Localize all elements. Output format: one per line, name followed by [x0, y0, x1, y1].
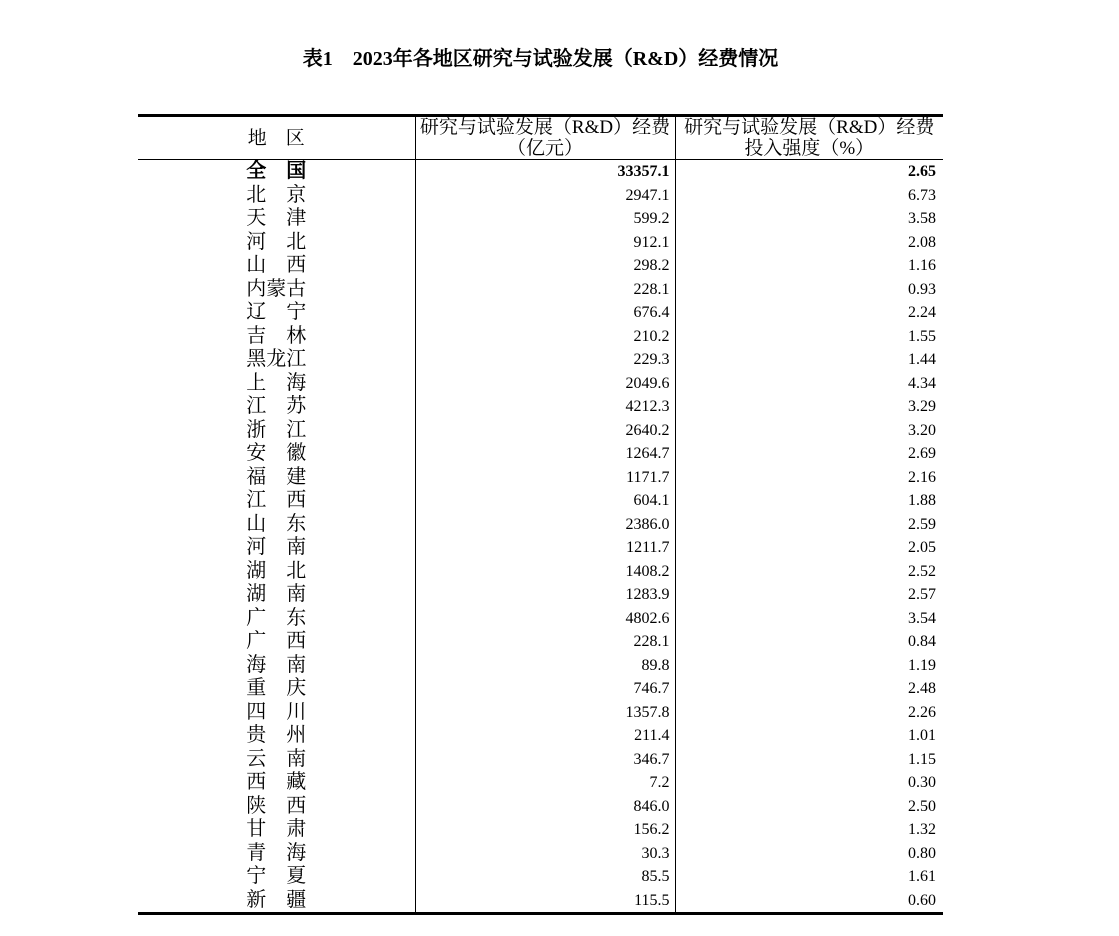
rd-expenditure-table — [138, 114, 943, 915]
table-row — [138, 842, 943, 866]
region-name: 新 疆 — [138, 889, 415, 914]
rd-expenditure-value: 912.1 — [415, 231, 675, 255]
rd-intensity-value: 6.73 — [908, 186, 936, 204]
table-row — [138, 160, 943, 184]
table-row — [138, 889, 943, 914]
rd-expenditure-value: 228.1 — [415, 630, 675, 654]
rd-expenditure-value: 33357.1 — [415, 160, 675, 184]
rd-expenditure-value: 115.5 — [415, 889, 675, 914]
rd-intensity-value: 0.60 — [908, 891, 936, 909]
table-row — [138, 818, 943, 842]
region-name: 广 西 — [138, 630, 415, 654]
rd-expenditure-value: 2947.1 — [415, 184, 675, 208]
table-row — [138, 795, 943, 819]
rd-expenditure-value: 211.4 — [415, 724, 675, 748]
rd-expenditure-value: 2386.0 — [415, 513, 675, 537]
rd-intensity-value: 2.08 — [908, 233, 936, 251]
header-row — [138, 116, 943, 160]
region-name: 河 北 — [138, 231, 415, 255]
rd-expenditure-value: 846.0 — [415, 795, 675, 819]
rd-expenditure-value: 746.7 — [415, 677, 675, 701]
rd-intensity-value: 3.54 — [908, 609, 936, 627]
rd-intensity-value: 1.19 — [908, 656, 936, 674]
region-name: 江 苏 — [138, 395, 415, 419]
column-header-intensity — [675, 116, 943, 160]
region-name: 上 海 — [138, 372, 415, 396]
table-row — [138, 254, 943, 278]
rd-intensity-value: 2.48 — [908, 680, 936, 697]
table-row — [138, 536, 943, 560]
region-name: 黑龙江 — [138, 348, 415, 372]
rd-expenditure-value: 604.1 — [415, 489, 675, 513]
rd-intensity-value: 1.01 — [908, 727, 936, 744]
region-name: 甘 肃 — [138, 818, 415, 842]
rd-intensity-value: 2.50 — [908, 797, 936, 815]
column-header-expenditure-line1: 研究与试验发展（R&D）经费 — [419, 117, 671, 138]
rd-intensity-value: 3.58 — [908, 210, 936, 227]
table-row — [138, 301, 943, 325]
table-row — [138, 442, 943, 466]
table-row — [138, 630, 943, 654]
table-row — [138, 654, 943, 678]
table-row — [138, 207, 943, 231]
region-name: 辽 宁 — [138, 301, 415, 325]
region-name: 湖 北 — [138, 560, 415, 584]
rd-expenditure-value: 599.2 — [415, 207, 675, 231]
table-row — [138, 513, 943, 537]
region-name: 云 南 — [138, 748, 415, 772]
rd-intensity-value: 3.20 — [908, 421, 936, 439]
rd-expenditure-value: 156.2 — [415, 818, 675, 842]
rd-expenditure-value: 229.3 — [415, 348, 675, 372]
rd-intensity-value: 2.69 — [908, 445, 936, 462]
table-row — [138, 583, 943, 607]
column-header-intensity-line1: 研究与试验发展（R&D）经费 — [684, 117, 935, 138]
rd-intensity-value: 1.44 — [908, 351, 936, 368]
table-row — [138, 348, 943, 372]
rd-intensity-value: 1.88 — [908, 492, 936, 509]
region-name: 北 京 — [138, 184, 415, 208]
table-row — [138, 701, 943, 725]
rd-expenditure-value: 228.1 — [415, 278, 675, 302]
rd-intensity-value: 2.05 — [908, 539, 936, 556]
region-name: 河 南 — [138, 536, 415, 560]
column-header-expenditure — [415, 116, 675, 160]
rd-intensity-value: 1.15 — [908, 750, 936, 768]
rd-intensity-value: 1.16 — [908, 257, 936, 274]
rd-intensity-value: 0.93 — [908, 280, 936, 298]
rd-expenditure-value: 4802.6 — [415, 607, 675, 631]
region-name: 吉 林 — [138, 325, 415, 349]
rd-expenditure-value: 210.2 — [415, 325, 675, 349]
region-name: 海 南 — [138, 654, 415, 678]
rd-intensity-value: 4.34 — [908, 374, 936, 392]
rd-expenditure-value: 1283.9 — [415, 583, 675, 607]
rd-intensity-value: 2.16 — [908, 468, 936, 486]
column-header-expenditure-line2: （亿元） — [506, 138, 583, 159]
region-name: 贵 州 — [138, 724, 415, 748]
column-header-region: 地 区 — [138, 116, 415, 160]
table-row — [138, 489, 943, 513]
rd-intensity-value: 1.61 — [908, 868, 936, 885]
region-name: 天 津 — [138, 207, 415, 231]
rd-expenditure-value: 2640.2 — [415, 419, 675, 443]
region-name: 重 庆 — [138, 677, 415, 701]
rd-expenditure-value: 1408.2 — [415, 560, 675, 584]
rd-intensity-value: 0.80 — [908, 844, 936, 862]
rd-expenditure-value: 7.2 — [415, 771, 675, 795]
table-row — [138, 677, 943, 701]
table-body — [138, 160, 943, 914]
rd-intensity-value: 2.59 — [908, 515, 936, 533]
table-row — [138, 560, 943, 584]
region-name: 安 徽 — [138, 442, 415, 466]
region-name: 江 西 — [138, 489, 415, 513]
table-row — [138, 724, 943, 748]
region-name: 内蒙古 — [138, 278, 415, 302]
table-row — [138, 325, 943, 349]
region-name: 青 海 — [138, 842, 415, 866]
rd-expenditure-value: 1211.7 — [415, 536, 675, 560]
region-name: 宁 夏 — [138, 865, 415, 889]
rd-expenditure-value: 676.4 — [415, 301, 675, 325]
rd-expenditure-value: 298.2 — [415, 254, 675, 278]
table-row — [138, 372, 943, 396]
table-row — [138, 184, 943, 208]
rd-expenditure-value: 346.7 — [415, 748, 675, 772]
rd-expenditure-value: 30.3 — [415, 842, 675, 866]
rd-intensity-value: 0.30 — [908, 774, 936, 791]
rd-expenditure-value: 1264.7 — [415, 442, 675, 466]
rd-intensity-value: 0.84 — [908, 633, 936, 650]
region-name: 山 西 — [138, 254, 415, 278]
region-name: 陕 西 — [138, 795, 415, 819]
table-row — [138, 419, 943, 443]
region-name: 四 川 — [138, 701, 415, 725]
table-row — [138, 231, 943, 255]
table-row — [138, 395, 943, 419]
region-name: 湖 南 — [138, 583, 415, 607]
table-row — [138, 278, 943, 302]
region-name: 福 建 — [138, 466, 415, 490]
rd-intensity-value: 2.65 — [908, 163, 936, 180]
table-row — [138, 771, 943, 795]
rd-expenditure-value: 4212.3 — [415, 395, 675, 419]
table-row — [138, 865, 943, 889]
rd-intensity-value: 2.57 — [908, 586, 936, 603]
table-row — [138, 607, 943, 631]
rd-expenditure-value: 85.5 — [415, 865, 675, 889]
rd-expenditure-value: 1171.7 — [415, 466, 675, 490]
region-name: 广 东 — [138, 607, 415, 631]
rd-expenditure-value: 1357.8 — [415, 701, 675, 725]
rd-expenditure-value: 2049.6 — [415, 372, 675, 396]
rd-intensity-value: 2.52 — [908, 562, 936, 580]
column-header-intensity-line2: 投入强度（%） — [744, 138, 875, 159]
table-row — [138, 466, 943, 490]
region-name: 西 藏 — [138, 771, 415, 795]
region-name: 全 国 — [138, 160, 415, 184]
rd-intensity-value: 1.32 — [908, 821, 936, 838]
rd-intensity-value: 1.55 — [908, 327, 936, 345]
region-name: 山 东 — [138, 513, 415, 537]
rd-expenditure-value: 89.8 — [415, 654, 675, 678]
rd-intensity-value: 2.26 — [908, 703, 936, 721]
page-title: 表1 2023年各地区研究与试验发展（R&D）经费情况 — [302, 48, 779, 70]
rd-intensity-value: 3.29 — [908, 398, 936, 415]
region-name: 浙 江 — [138, 419, 415, 443]
table-row — [138, 748, 943, 772]
rd-intensity-value: 2.24 — [908, 304, 936, 321]
